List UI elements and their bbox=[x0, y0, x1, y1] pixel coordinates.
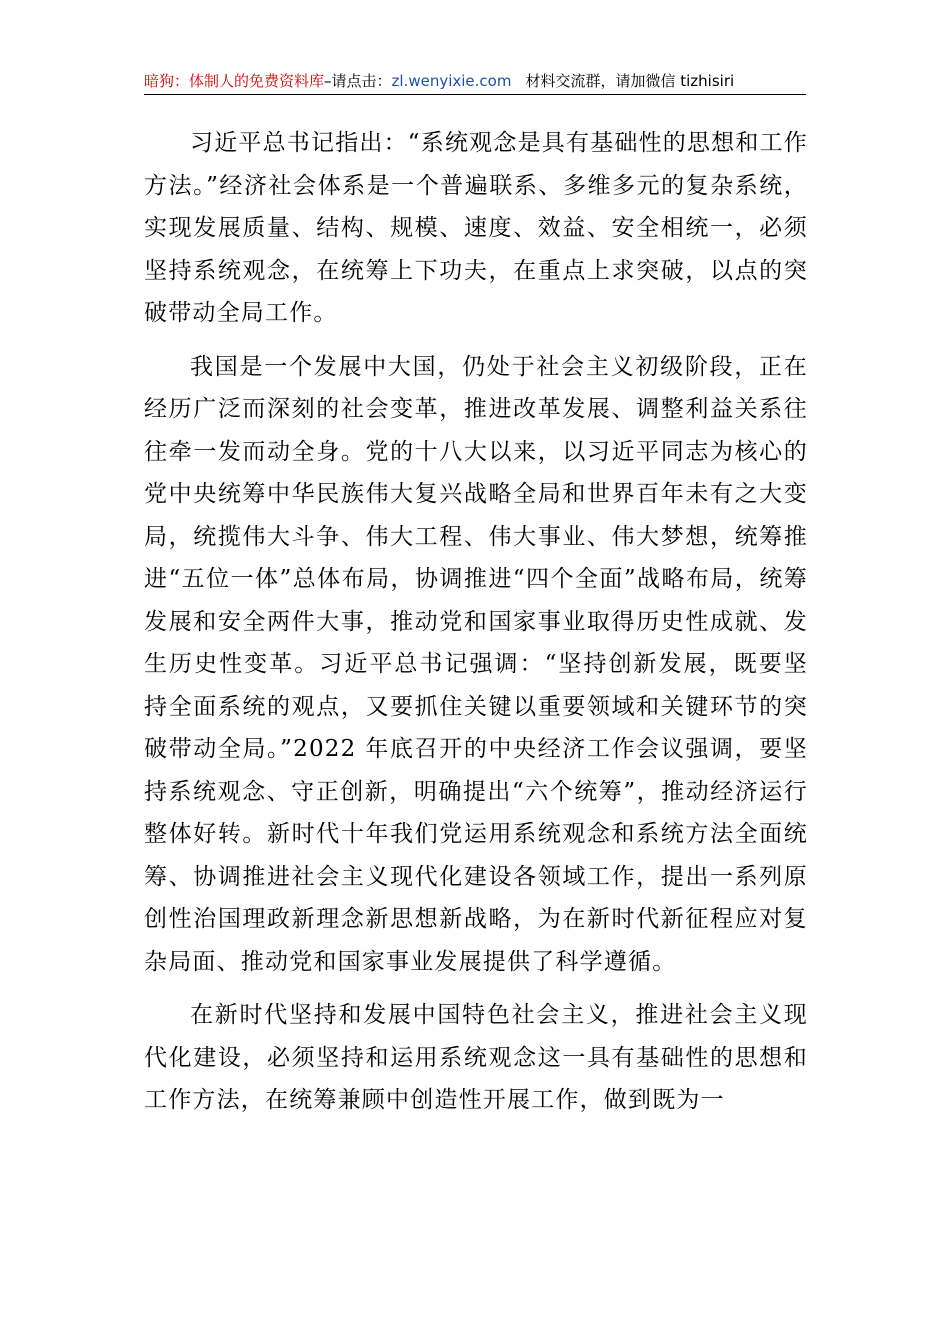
header-contact: 材料交流群，请加微信 tizhisiri bbox=[525, 72, 735, 90]
document-body bbox=[144, 122, 808, 1133]
page-header bbox=[144, 68, 806, 95]
paragraph-2: 我国是一个发展中大国，仍处于社会主义初级阶段，正在经历广泛而深刻的社会变革，推进改革发展、调整利益关系往往牵一发而动全身。党的十八大以来，以习近平同志为核心的党中央统筹中华民族伟大复兴战略全局和世界百年未有之大变局，统揽伟大斗争、伟大工程、伟大事业、伟大梦想，统筹推进“五位一体”总体布局，协调推进“四个全面”战略布局，统筹发展和安全两件大事，推动党和国家事业取得历史性成就、发生历史性变革。习近平总书记强调：“坚持创新发展，既要坚持全面系统的观点，又要抓住关键以重要领域和关键环节的突破带动全局。”2022 年底召开的中央经济工作会议强调，要坚持系统观念、守正创新，明确提出“六个统筹”，推动经济运行整体好转。新时代十年我们党运用系统观念和系统方法全面统筹、协调推进社会主义现代化建设各领域工作，提出一系列原创性治国理政新理念新思想新战略，为在新时代新征程应对复杂局面、推动党和国家事业发展提供了科学遵循。 bbox=[144, 353, 808, 975]
paragraph-3: 在新时代坚持和发展中国特色社会主义，推进社会主义现代化建设，必须坚持和运用系统观念这一具有基础性的思想和工作方法，在统筹兼顾中创造性开展工作，做到既为一 bbox=[144, 1002, 808, 1113]
header-site-name: 暗狗：体制人的免费资料库 bbox=[144, 72, 325, 90]
paragraph-1: 习近平总书记指出：“系统观念是具有基础性的思想和工作方法。”经济社会体系是一个普遍联系、多维多元的复杂系统，实现发展质量、结构、规模、速度、效益、安全相统一，必须坚持系统观念，在统筹上下功夫，在重点上求突破，以点的突破带动全局工作。 bbox=[144, 130, 808, 326]
header-url-link[interactable]: zl.wenyixie.com bbox=[391, 72, 512, 90]
header-prompt: –请点击： bbox=[324, 72, 392, 90]
